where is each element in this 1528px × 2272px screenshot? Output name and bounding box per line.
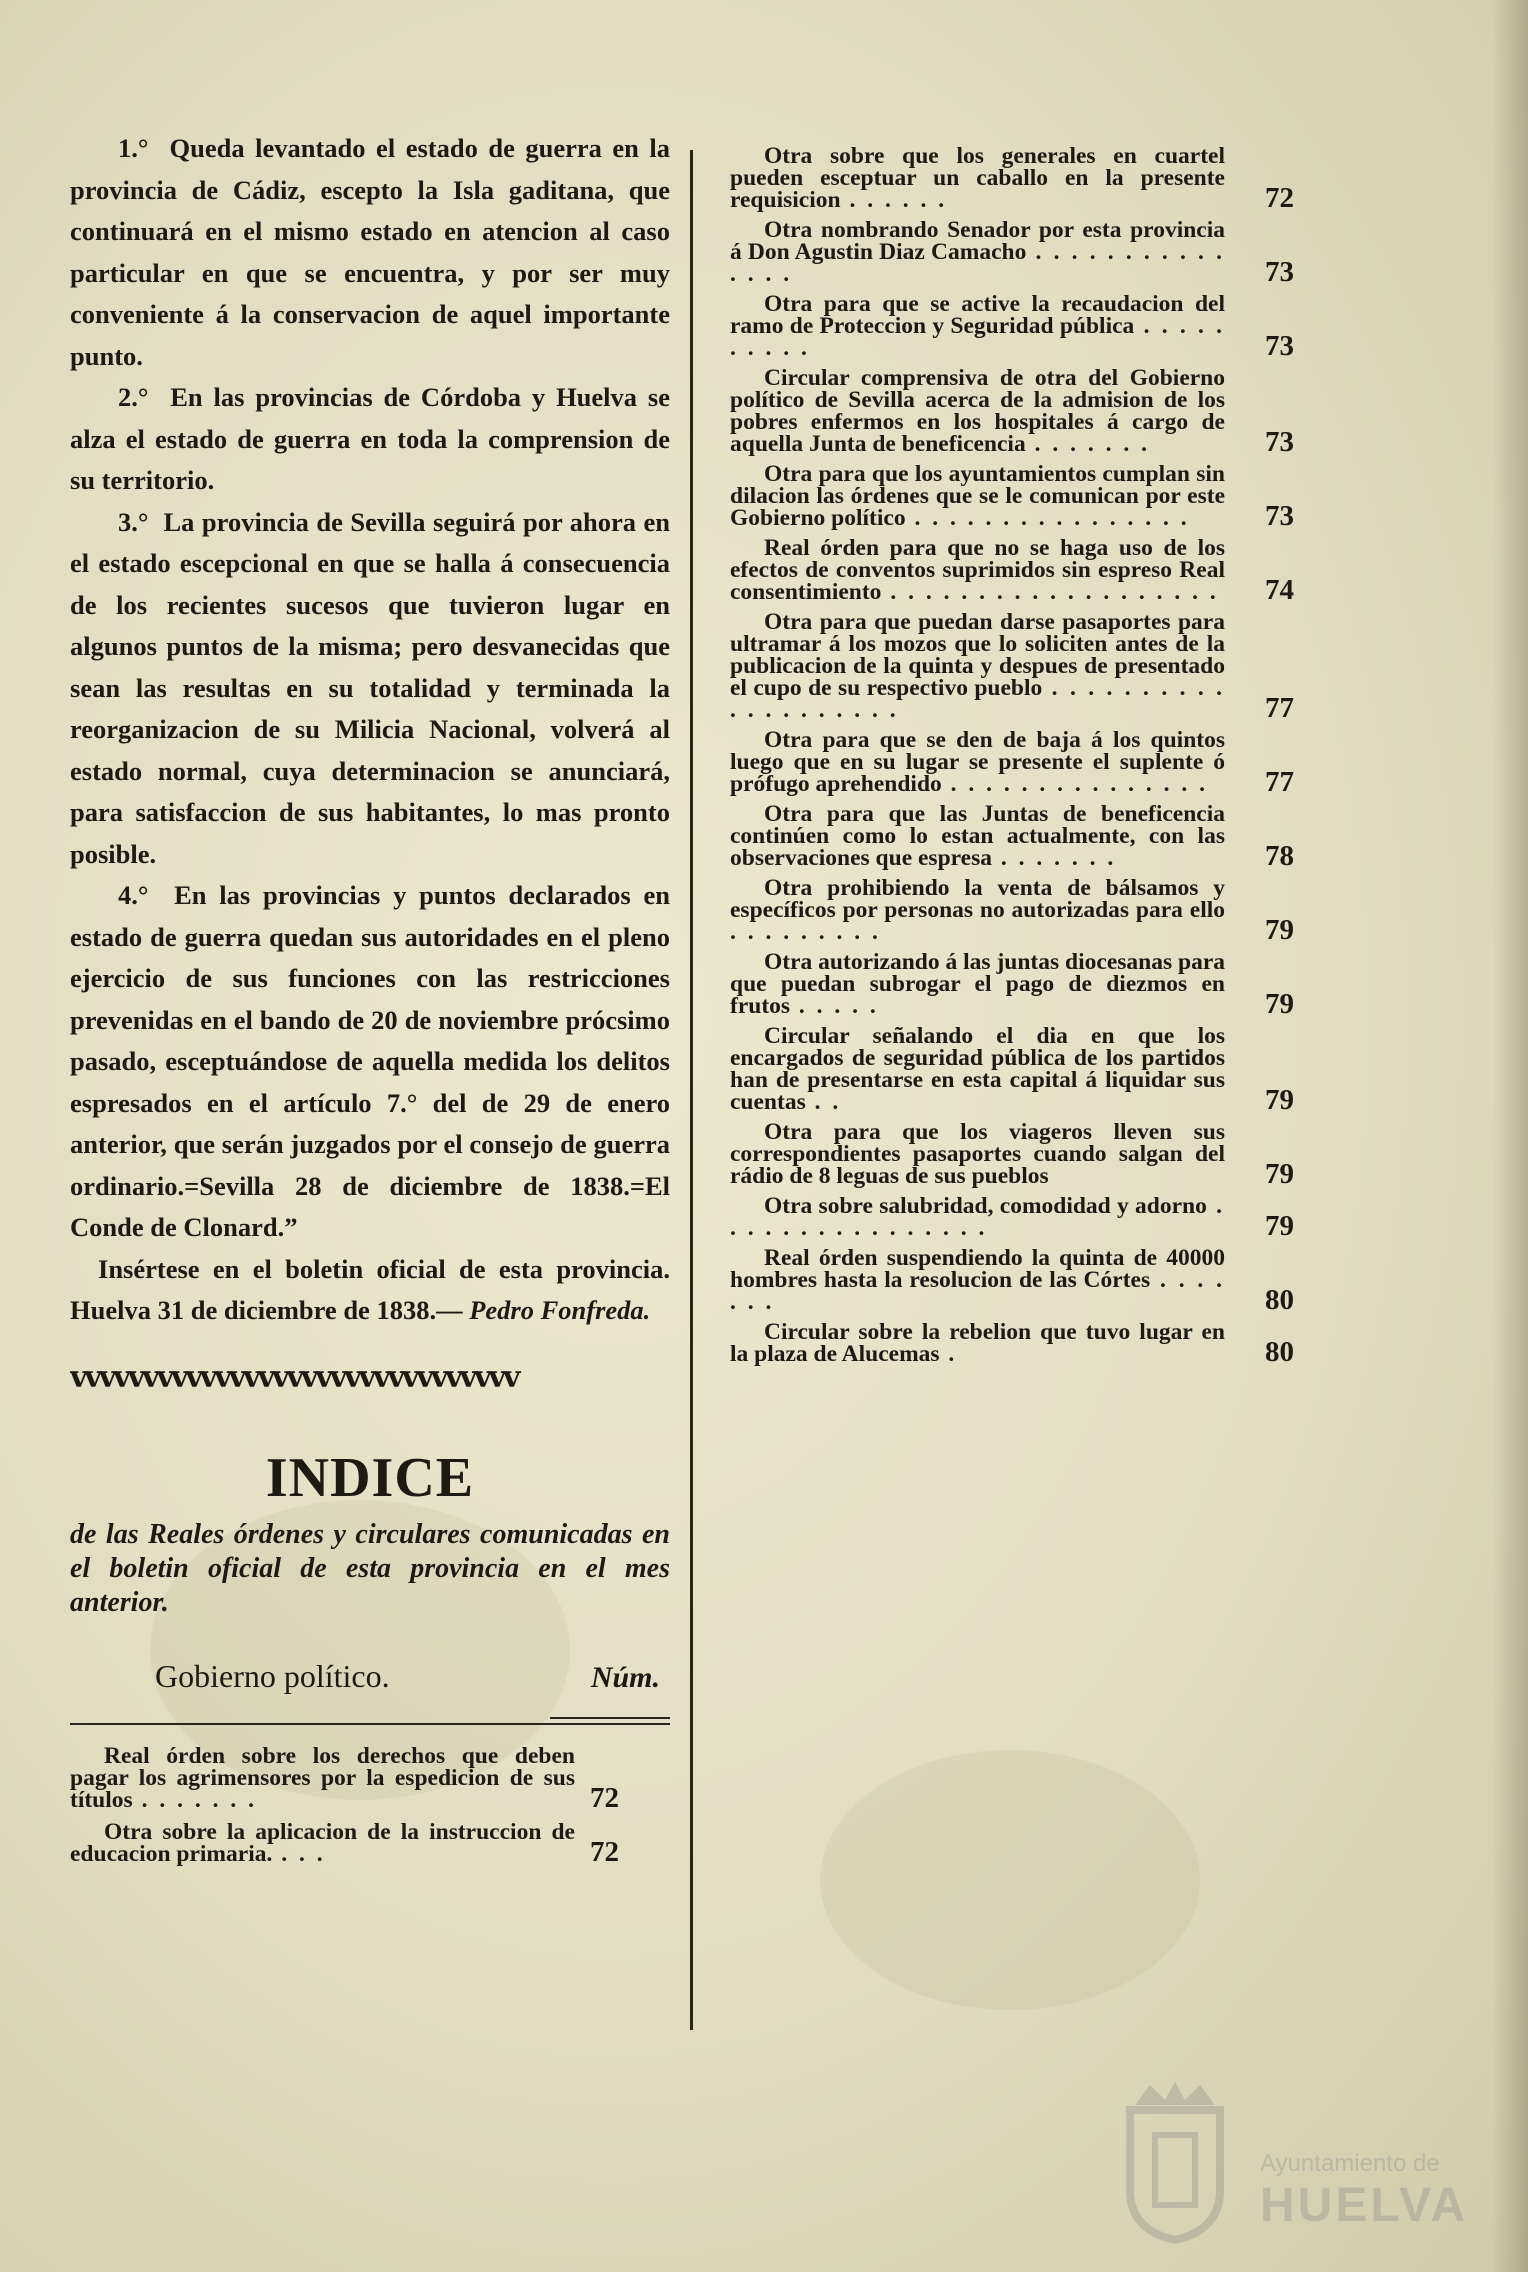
index-subtitle: de las Reales órdenes y circulares comunicadas en el boletin oficial de esta provincia en el mes anterior. <box>70 1518 670 1618</box>
index-entry <box>730 727 1310 798</box>
entry-leader: . . . . . . . . . . . . . . . . . . . <box>881 579 1219 605</box>
entry-number: 78 <box>1265 840 1294 872</box>
signature: Pedro Fonfreda. <box>469 1295 651 1325</box>
index-entry <box>70 1818 670 1868</box>
ornamental-divider: vvvvvvvvvvvvvvvvvvvvvvvvvvvvvvv <box>70 1359 518 1395</box>
entry-text: Real órden sobre los derechos que deben pagar los agrimensores por la espedicion de sus títulos <box>70 1742 575 1813</box>
article-text: Queda levantado el estado de guerra en la provincia de Cádiz, escepto la Isla gaditana, que continuará en el mismo estado en atencion al caso particular en que se encuentra, y por ser muy conveniente á la conservacion de aquel importante punto. <box>70 133 671 371</box>
entry-leader: . . . . . . . <box>1025 431 1150 457</box>
index-entry <box>730 1245 1310 1316</box>
entry-text: Otra sobre salubridad, comodidad y adorno <box>764 1193 1207 1219</box>
paragraph-3 <box>70 502 670 876</box>
article-text: En las provincias y puntos declarados en estado de guerra quedan sus autoridades en el pleno ejercicio de sus funciones con las restricciones prevenidas en el bando de 20 de noviembre prócsimo pasado, esceptuándose de aquella medida los delitos espresados en el artículo 7.° del de 29 de enero anterior, que serán juzgados por el consejo de guerra ordinario.=Sevilla 28 de diciembre de 1838.=El Conde de Clonard.” <box>70 880 671 1242</box>
entry-number: 73 <box>1265 426 1294 458</box>
entry-number: 80 <box>1265 1336 1294 1368</box>
number-column-header: Núm. <box>590 1660 660 1694</box>
left-column <box>70 128 670 1875</box>
closing-paragraph <box>70 1249 670 1332</box>
entry-text: Otra sobre la aplicacion de la instruccion de educacion primaria. <box>70 1818 575 1867</box>
entry-leader: . . . . . . . . . <box>730 919 881 945</box>
index-entry <box>730 217 1310 288</box>
entry-number: 74 <box>1265 574 1294 606</box>
entry-text: Otra para que las Juntas de beneficencia continúen como lo estan actualmente, con las observaciones que espresa <box>730 801 1225 871</box>
entry-number: 72 <box>1265 182 1294 214</box>
entry-number: 80 <box>1265 1284 1294 1316</box>
watermark-line-2: HUELVA <box>1260 2179 1469 2232</box>
entry-text: Circular comprensiva de otra del Gobierno político de Sevilla acerca de la admision de los pobres enfermos en los hospitales á cargo de aquella Junta de beneficencia <box>730 365 1225 457</box>
entry-text: Real órden para que no se haga uso de los efectos de conventos suprimidos sin espreso Real consentimiento <box>730 535 1225 605</box>
entry-leader: . . . <box>272 1840 326 1867</box>
section-header-row <box>70 1658 670 1695</box>
entry-text: Otra para que los viageros lleven sus correspondientes pasaportes cuando salgan del rádio de 8 leguas de sus pueblos <box>730 1119 1225 1189</box>
index-entry <box>730 535 1310 606</box>
section-title: Gobierno político. <box>155 1657 390 1694</box>
entry-text: Circular sobre la rebelion que tuvo lugar en la plaza de Alucemas <box>730 1319 1225 1367</box>
coat-of-arms-icon <box>1110 2080 1240 2245</box>
entry-text: Circular señalando el dia en que los encargados de seguridad pública de los partidos han de presentarse en esta capital á liquidar sus cuentas <box>730 1023 1225 1115</box>
index-entry <box>730 1023 1310 1116</box>
entry-text: Otra nombrando Senador por esta provincia á Don Agustin Diaz Camacho <box>730 217 1225 265</box>
entry-leader: . . . . . . . . . . . . . . . . <box>905 505 1190 531</box>
entry-number: 79 <box>1265 1084 1294 1116</box>
entry-leader: . . . . . . . . . . . . . . . <box>730 239 1225 287</box>
entry-leader: . . . . . . . . . . . . . . . <box>941 771 1209 797</box>
index-entry <box>730 949 1310 1020</box>
entry-leader: . . . . . <box>790 993 879 1019</box>
watermark-line-1: Ayuntamiento de <box>1260 2150 1440 2177</box>
entry-leader: . . . . . . . <box>132 1786 257 1813</box>
article-number: 4.° <box>118 880 149 910</box>
entry-number: 72 <box>590 1835 619 1868</box>
entry-text: Otra para que puedan darse pasaportes para ultramar á los mozos que lo soliciten antes de la publicacion de la quinta y despues de presentado el cupo de su respectivo pueblo <box>730 609 1225 701</box>
paragraph-1 <box>70 128 670 377</box>
entry-text: Otra sobre que los generales en cuartel pueden esceptuar un caballo en la presente requisicion <box>730 143 1225 213</box>
index-entry <box>730 365 1310 458</box>
entry-number: 79 <box>1265 988 1294 1020</box>
entry-leader: . <box>939 1341 958 1367</box>
entry-leader: . . . . . . . . . . . . . . . . . . . . <box>730 675 1226 723</box>
article-text: La provincia de Sevilla seguirá por ahora en el estado escepcional en que se halla á consecuencia de los recientes sucesos que tuvieron lugar en algunos puntos de la misma; pero desvanecidas que sean las resultas en su totalidad y terminada la reorganizacion de su Milicia Nacional, volverá al estado normal, cuya determinacion se anunciará, para satisfaccion de sus habitantes, lo mas pronto posible. <box>70 506 671 869</box>
entry-number: 72 <box>590 1781 619 1814</box>
article-number: 1.° <box>118 133 149 163</box>
entry-text: Otra para que los ayuntamientos cumplan sin dilacion las órdenes que se le comunican por este Gobierno político <box>730 461 1225 531</box>
entry-text: Otra autorizando á las juntas diocesanas para que puedan subrogar el pago de diezmos en frutos <box>730 949 1225 1019</box>
index-entry <box>730 609 1310 724</box>
right-column <box>730 145 1310 1373</box>
index-entry <box>730 143 1310 214</box>
entry-number: 77 <box>1265 766 1294 798</box>
entry-leader: . . <box>805 1089 842 1115</box>
entry-number: 73 <box>1265 330 1294 362</box>
index-title: INDICE <box>265 1446 475 1509</box>
page-edge-shadow <box>1492 0 1528 2272</box>
index-entry <box>730 1119 1310 1190</box>
entry-number: 77 <box>1265 692 1294 724</box>
watermark-stamp <box>1110 2080 1490 2250</box>
entry-text: Otra para que se den de baja á los quintos luego que en su lugar se presente el suplente ó prófugo aprehendido <box>730 727 1225 797</box>
index-entry <box>730 461 1310 532</box>
entry-leader: . . . . . . <box>840 187 948 213</box>
entry-leader: . . . . . . . <box>730 1267 1225 1315</box>
index-entry <box>730 1193 1310 1242</box>
index-entry <box>730 801 1310 872</box>
entry-text: Real órden suspendiendo la quinta de 40000 hombres hasta la resolucion de las Córtes <box>730 1245 1225 1293</box>
entry-leader: . . . . . . . <box>991 845 1117 871</box>
index-entry <box>730 875 1310 946</box>
entry-leader: . . . . . . . . . . . . . . . . <box>730 1193 1225 1241</box>
closing-text: Insértese en el boletin oficial de esta provincia. Huelva 31 de diciembre de 1838.— <box>70 1253 670 1325</box>
article-text: En las provincias de Córdoba y Huelva se alza el estado de guerra en toda la comprension de su territorio. <box>70 382 670 495</box>
index-entry <box>730 291 1310 362</box>
section-rule <box>70 1723 670 1725</box>
paper-stain <box>820 1750 1200 2010</box>
article-number: 2.° <box>118 382 149 412</box>
entry-leader: . . . . . . . . . . <box>730 313 1226 361</box>
entry-number: 79 <box>1265 1210 1294 1242</box>
entry-text: Otra para que se active la recaudacion del ramo de Proteccion y Seguridad pública <box>730 291 1225 339</box>
entry-number: 73 <box>1265 500 1294 532</box>
column-rule <box>690 150 693 2030</box>
entry-number: 79 <box>1265 1158 1294 1190</box>
paragraph-4 <box>70 875 670 1249</box>
index-entry <box>730 1319 1310 1368</box>
entry-text: Otra prohibiendo la venta de bálsamos y específicos por personas no autorizadas para ello <box>730 875 1225 923</box>
article-number: 3.° <box>118 506 149 537</box>
entry-number: 79 <box>1265 914 1294 946</box>
entry-number: 73 <box>1265 256 1294 288</box>
index-entry <box>70 1742 670 1814</box>
paragraph-2 <box>70 377 670 502</box>
